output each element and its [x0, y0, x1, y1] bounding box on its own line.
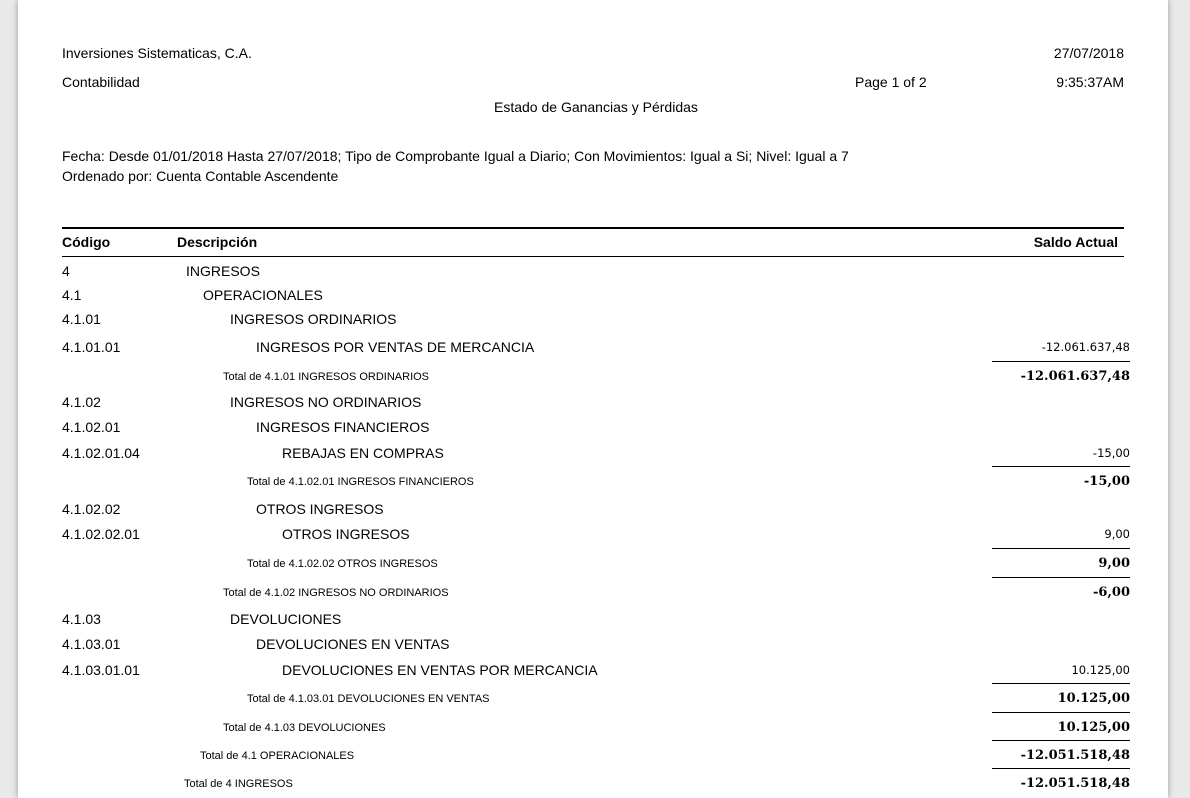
total-label: Total de 4.1.01 INGRESOS ORDINARIOS [223, 371, 430, 383]
account-code: 4.1.01.01 [62, 339, 121, 355]
account-row [18, 263, 1168, 283]
account-row [18, 339, 1168, 359]
account-description: INGRESOS ORDINARIOS [230, 311, 397, 327]
account-code: 4.1.01 [62, 311, 101, 327]
total-amount: 9,00 [1098, 556, 1130, 571]
account-row [18, 419, 1168, 439]
total-separator [992, 466, 1130, 467]
account-code: 4.1.02.02.01 [62, 526, 140, 542]
page-indicator: Page 1 of 2 [855, 74, 927, 90]
filter-criteria: Fecha: Desde 01/01/2018 Hasta 27/07/2018; Tipo de Comprobante Igual a Diario; Con Movimientos: Igual a Si; Nivel: Igual a 7 [62, 148, 849, 164]
total-separator [992, 768, 1130, 769]
total-separator [992, 683, 1130, 684]
total-row [18, 720, 1168, 740]
account-code: 4.1.03.01.01 [62, 662, 140, 678]
total-row [18, 585, 1168, 605]
column-header-balance: Saldo Actual [1033, 234, 1118, 250]
account-row [18, 287, 1168, 307]
total-row [18, 369, 1168, 389]
total-row [18, 691, 1168, 711]
column-header-code: Código [62, 234, 111, 250]
account-description: INGRESOS NO ORDINARIOS [230, 394, 422, 410]
account-row [18, 611, 1168, 631]
total-separator [992, 361, 1130, 362]
account-row [18, 662, 1168, 682]
total-row [18, 474, 1168, 494]
header-top-rule [62, 227, 1124, 229]
account-code: 4.1 [62, 287, 82, 303]
account-row [18, 445, 1168, 465]
total-amount: -6,00 [1092, 585, 1130, 600]
account-description: INGRESOS POR VENTAS DE MERCANCIA [256, 339, 535, 355]
account-description: INGRESOS [186, 263, 260, 279]
report-date: 27/07/2018 [1053, 45, 1124, 61]
total-row [18, 748, 1168, 768]
account-description: INGRESOS FINANCIEROS [256, 419, 430, 435]
total-separator [992, 577, 1130, 578]
account-row [18, 526, 1168, 546]
account-code: 4.1.02 [62, 394, 101, 410]
total-amount: 10.125,00 [1057, 720, 1130, 735]
account-description: OPERACIONALES [203, 287, 323, 303]
account-description: DEVOLUCIONES [230, 611, 342, 627]
account-code: 4.1.02.01 [62, 419, 121, 435]
total-row [18, 776, 1168, 796]
total-amount: -12.051.518,48 [1020, 748, 1130, 763]
total-separator [992, 548, 1130, 549]
total-amount: -15,00 [1083, 474, 1130, 489]
account-description: OTROS INGRESOS [256, 501, 384, 517]
total-label: Total de 4.1.02.01 INGRESOS FINANCIEROS [247, 476, 474, 488]
account-row [18, 394, 1168, 414]
total-label: Total de 4.1.03 DEVOLUCIONES [223, 722, 386, 734]
total-label: Total de 4.1.02.02 OTROS INGRESOS [247, 558, 438, 570]
total-label: Total de 4 INGRESOS [184, 778, 293, 790]
account-code: 4 [62, 263, 70, 279]
account-code: 4.1.02.01.04 [62, 445, 140, 461]
account-amount: -15,00 [1092, 446, 1130, 460]
total-amount: 10.125,00 [1057, 691, 1130, 706]
account-amount: 9,00 [1104, 527, 1130, 541]
account-description: OTROS INGRESOS [282, 526, 410, 542]
account-description: REBAJAS EN COMPRAS [282, 445, 444, 461]
account-amount: 10.125,00 [1071, 663, 1130, 677]
total-label: Total de 4.1 OPERACIONALES [200, 750, 355, 762]
total-label: Total de 4.1.03.01 DEVOLUCIONES EN VENTAS [247, 693, 490, 705]
department-name: Contabilidad [62, 74, 140, 90]
total-separator [992, 740, 1130, 741]
account-description: DEVOLUCIONES EN VENTAS [256, 636, 450, 652]
total-amount: -12.051.518,48 [1020, 776, 1130, 791]
report-time: 9:35:37AM [1056, 74, 1124, 90]
report-title: Estado de Ganancias y Pérdidas [494, 99, 698, 115]
account-row [18, 636, 1168, 656]
account-code: 4.1.03 [62, 611, 101, 627]
total-separator [992, 712, 1130, 713]
account-row [18, 501, 1168, 521]
account-code: 4.1.02.02 [62, 501, 121, 517]
header-bottom-rule [62, 256, 1124, 257]
account-row [18, 311, 1168, 331]
column-header-description: Descripción [177, 234, 258, 250]
sort-criteria: Ordenado por: Cuenta Contable Ascendente [62, 168, 339, 184]
account-amount: -12.061.637,48 [1041, 340, 1130, 354]
total-row [18, 556, 1168, 576]
total-label: Total de 4.1.02 INGRESOS NO ORDINARIOS [223, 587, 449, 599]
report-page [18, 0, 1168, 798]
account-description: DEVOLUCIONES EN VENTAS POR MERCANCIA [282, 662, 598, 678]
company-name: Inversiones Sistematicas, C.A. [62, 45, 252, 61]
account-code: 4.1.03.01 [62, 636, 121, 652]
total-amount: -12.061.637,48 [1020, 369, 1130, 384]
